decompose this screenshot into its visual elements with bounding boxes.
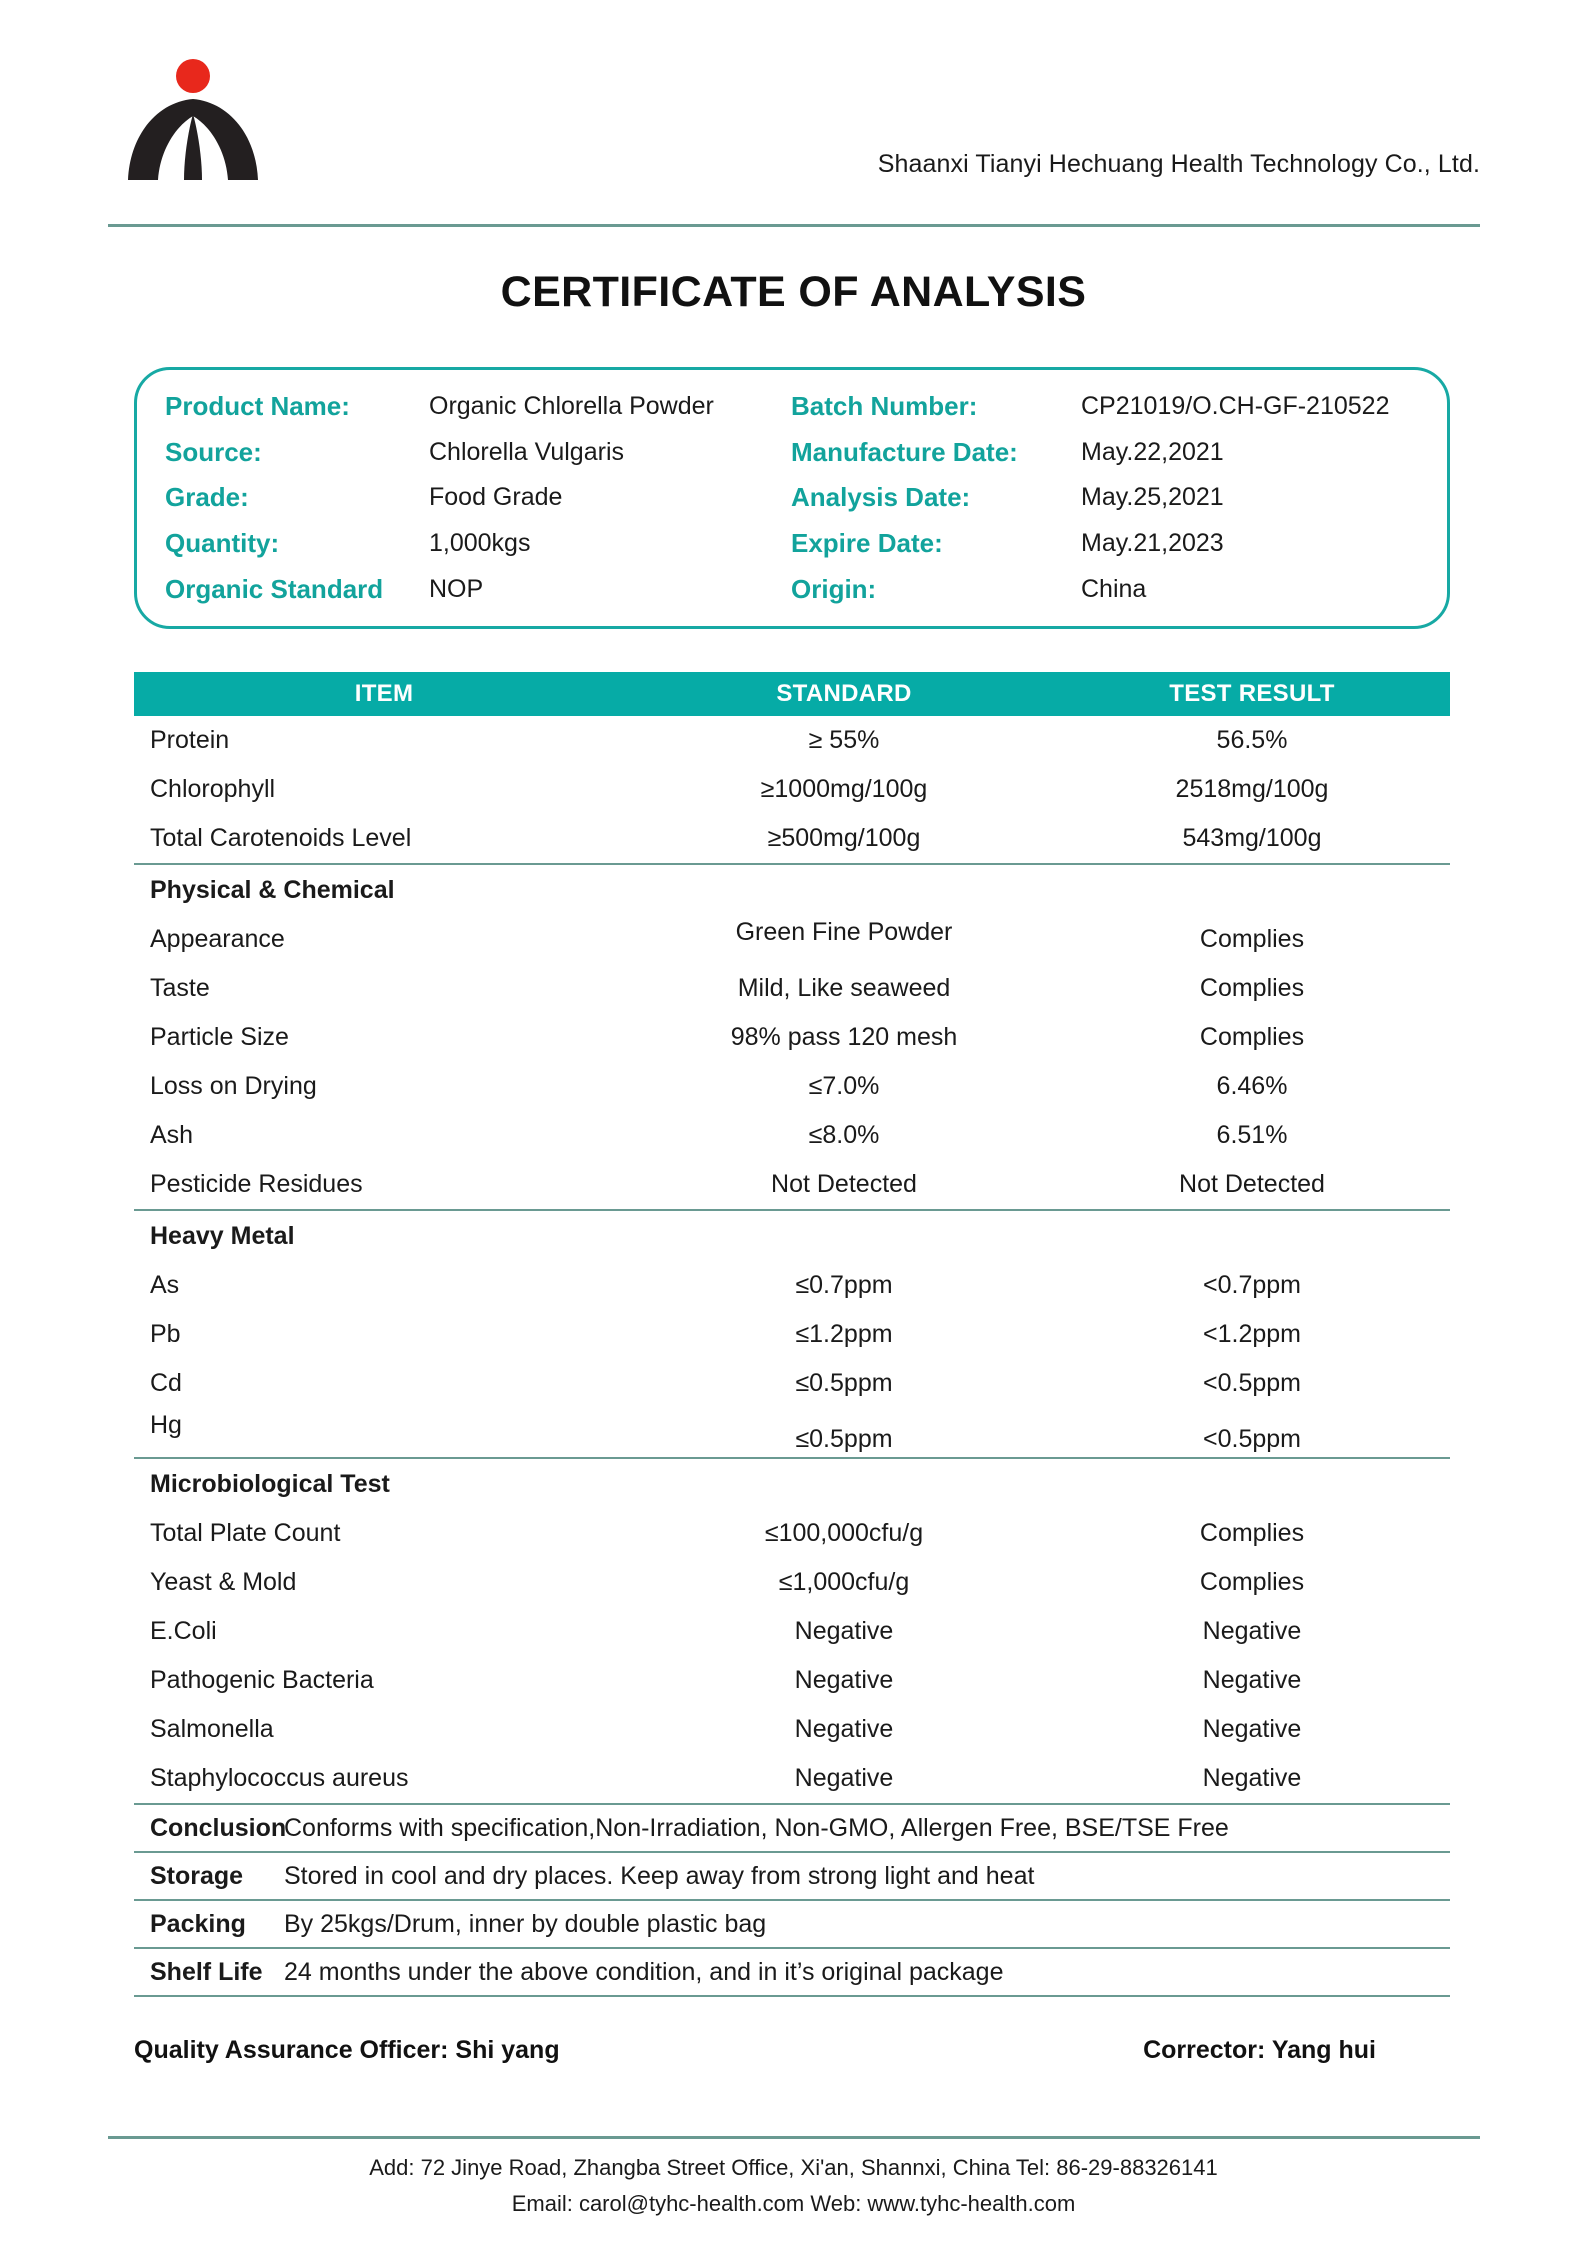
company-logo-icon bbox=[118, 54, 268, 186]
row-result: Complies bbox=[1199, 925, 1305, 953]
table-row bbox=[134, 1359, 1450, 1408]
row-item: Ash bbox=[150, 1121, 194, 1149]
row-item: Hg bbox=[150, 1411, 182, 1439]
summary-value: 24 months under the above condition, and in it’s original package bbox=[284, 1957, 1004, 1986]
summary-value: Conforms with specification,Non-Irradiation, Non-GMO, Allergen Free, BSE/TSE Free bbox=[284, 1813, 1229, 1842]
info-value-origin: China bbox=[1081, 574, 1147, 603]
summary-row-shelf-life bbox=[134, 1949, 1450, 1995]
row-standard: Mild, Like seaweed bbox=[737, 974, 951, 1002]
summary-value: Stored in cool and dry places. Keep away from strong light and heat bbox=[284, 1861, 1035, 1890]
row-item: Total Plate Count bbox=[150, 1519, 341, 1547]
row-result: Negative bbox=[1202, 1666, 1302, 1694]
row-result: Complies bbox=[1199, 1568, 1305, 1596]
table-row bbox=[134, 1656, 1450, 1705]
section-heading-row bbox=[134, 865, 1450, 915]
section-heading-row bbox=[134, 1211, 1450, 1261]
row-item: As bbox=[150, 1271, 180, 1299]
table-row bbox=[134, 1111, 1450, 1160]
page-title: CERTIFICATE OF ANALYSIS bbox=[500, 268, 1087, 316]
row-item: Yeast & Mold bbox=[150, 1568, 297, 1596]
row-result: 2518mg/100g bbox=[1175, 775, 1329, 803]
row-item: Staphylococcus aureus bbox=[150, 1764, 409, 1792]
row-standard: ≤0.5ppm bbox=[795, 1369, 893, 1397]
table-row bbox=[134, 1408, 1450, 1457]
row-result: Negative bbox=[1202, 1715, 1302, 1743]
row-divider bbox=[134, 1995, 1450, 1997]
summary-value: By 25kgs/Drum, inner by double plastic bag bbox=[284, 1909, 767, 1938]
product-info-box bbox=[134, 367, 1450, 629]
row-result: <1.2ppm bbox=[1203, 1320, 1301, 1348]
column-header-test-result: TEST RESULT bbox=[1169, 680, 1335, 707]
row-result: 543mg/100g bbox=[1182, 824, 1322, 852]
row-standard: Negative bbox=[794, 1764, 894, 1792]
product-info-grid bbox=[137, 370, 1447, 626]
row-item: Protein bbox=[150, 726, 230, 754]
row-result: <0.7ppm bbox=[1203, 1271, 1301, 1299]
row-standard: ≤7.0% bbox=[808, 1072, 880, 1100]
row-result: Complies bbox=[1199, 1023, 1305, 1051]
summary-label: Shelf Life bbox=[150, 1957, 263, 1986]
row-result: <0.5ppm bbox=[1203, 1369, 1301, 1397]
table-row bbox=[134, 1160, 1450, 1209]
footer-divider bbox=[108, 2136, 1480, 2139]
row-result: <0.5ppm bbox=[1203, 1425, 1301, 1453]
row-result: 6.46% bbox=[1216, 1072, 1288, 1100]
summary-label: Storage bbox=[150, 1861, 244, 1890]
table-row bbox=[134, 1261, 1450, 1310]
quality-assurance-officer: Quality Assurance Officer: Shi yang bbox=[134, 2036, 560, 2064]
row-item: Chlorophyll bbox=[150, 775, 276, 803]
row-item: Pb bbox=[150, 1320, 181, 1348]
table-row bbox=[134, 1013, 1450, 1062]
info-label-quantity: Quantity: bbox=[165, 528, 280, 559]
row-item: Particle Size bbox=[150, 1023, 289, 1051]
info-label-organic-standard: Organic Standard bbox=[165, 573, 384, 604]
summary-row-conclusion bbox=[134, 1805, 1450, 1851]
row-standard: Not Detected bbox=[771, 1170, 917, 1198]
info-label-manufacture-date: Manufacture Date: bbox=[791, 436, 1018, 467]
row-standard: Negative bbox=[794, 1617, 894, 1645]
row-standard: Negative bbox=[794, 1715, 894, 1743]
section-heading-physical-chemical: Physical & Chemical bbox=[150, 875, 395, 904]
row-result: Negative bbox=[1202, 1764, 1302, 1792]
row-standard: ≥ 55% bbox=[808, 726, 880, 754]
row-standard: 98% pass 120 mesh bbox=[730, 1023, 958, 1051]
table-row bbox=[134, 765, 1450, 814]
row-item: Taste bbox=[150, 974, 210, 1002]
table-row bbox=[134, 1509, 1450, 1558]
row-standard: ≥500mg/100g bbox=[767, 824, 921, 852]
row-standard: ≤1,000cfu/g bbox=[778, 1568, 910, 1596]
row-item: Salmonella bbox=[150, 1715, 274, 1743]
row-standard: ≥1000mg/100g bbox=[760, 775, 928, 803]
info-label-product-name: Product Name: bbox=[165, 391, 350, 422]
section-heading-heavy-metal: Heavy Metal bbox=[150, 1221, 295, 1250]
row-item: E.Coli bbox=[150, 1617, 217, 1645]
info-value-source: Chlorella Vulgaris bbox=[429, 437, 624, 466]
info-value-expire-date: May.21,2023 bbox=[1081, 529, 1224, 558]
table-row bbox=[134, 1062, 1450, 1111]
info-label-grade: Grade: bbox=[165, 482, 249, 513]
table-row bbox=[134, 915, 1450, 964]
table-row bbox=[134, 1754, 1450, 1803]
table-row bbox=[134, 716, 1450, 765]
row-item: Total Carotenoids Level bbox=[150, 824, 412, 852]
row-item: Pathogenic Bacteria bbox=[150, 1666, 374, 1694]
info-label-expire-date: Expire Date: bbox=[791, 528, 943, 559]
table-row bbox=[134, 964, 1450, 1013]
column-header-item: ITEM bbox=[354, 680, 414, 707]
table-row bbox=[134, 1558, 1450, 1607]
row-standard: ≤100,000cfu/g bbox=[764, 1519, 924, 1547]
info-value-analysis-date: May.25,2021 bbox=[1081, 483, 1224, 512]
table-row bbox=[134, 1705, 1450, 1754]
row-item: Loss on Drying bbox=[150, 1072, 317, 1100]
summary-label: Packing bbox=[150, 1909, 246, 1938]
row-result: 56.5% bbox=[1216, 726, 1288, 754]
info-value-product-name: Organic Chlorella Powder bbox=[429, 392, 714, 421]
table-row bbox=[134, 1607, 1450, 1656]
row-item: Pesticide Residues bbox=[150, 1170, 363, 1198]
row-standard: Negative bbox=[794, 1666, 894, 1694]
info-value-organic-standard: NOP bbox=[429, 574, 484, 603]
section-heading-microbiological-test: Microbiological Test bbox=[150, 1469, 390, 1498]
info-label-source: Source: bbox=[165, 436, 262, 467]
row-result: Complies bbox=[1199, 1519, 1305, 1547]
summary-row-storage bbox=[134, 1853, 1450, 1899]
column-header-standard: STANDARD bbox=[776, 680, 912, 707]
row-item: Appearance bbox=[150, 925, 285, 953]
table-row bbox=[134, 814, 1450, 863]
info-value-batch-number: CP21019/O.CH-GF-210522 bbox=[1081, 392, 1390, 421]
row-standard: ≤0.5ppm bbox=[795, 1425, 893, 1453]
analysis-table bbox=[134, 672, 1450, 1997]
row-result: 6.51% bbox=[1216, 1121, 1288, 1149]
row-standard: ≤1.2ppm bbox=[795, 1320, 893, 1348]
info-label-origin: Origin: bbox=[791, 573, 877, 604]
info-value-quantity: 1,000kgs bbox=[429, 529, 531, 558]
info-value-manufacture-date: May.22,2021 bbox=[1081, 437, 1224, 466]
footer-address-line: Add: 72 Jinye Road, Zhangba Street Office, Xi'an, Shannxi, China Tel: 86-29-88326141 bbox=[369, 2155, 1218, 2180]
summary-row-packing bbox=[134, 1901, 1450, 1947]
company-name: Shaanxi Tianyi Hechuang Health Technology Co., Ltd. bbox=[877, 150, 1480, 178]
signature-block bbox=[134, 2036, 1450, 2065]
row-result: Not Detected bbox=[1179, 1170, 1325, 1198]
corrector: Corrector: Yang hui bbox=[1143, 2036, 1376, 2064]
row-standard: ≤8.0% bbox=[808, 1121, 880, 1149]
summary-label: Conclusion bbox=[150, 1813, 287, 1842]
document-footer bbox=[0, 2150, 1587, 2222]
info-label-batch-number: Batch Number: bbox=[791, 391, 978, 422]
row-standard: Green Fine Powder bbox=[735, 918, 953, 946]
document-header bbox=[108, 46, 1480, 212]
footer-contact-line: Email: carol@tyhc-health.com Web: www.tyhc-health.com bbox=[511, 2191, 1076, 2216]
row-result: Negative bbox=[1202, 1617, 1302, 1645]
section-heading-row bbox=[134, 1459, 1450, 1509]
table-header-row bbox=[134, 672, 1450, 716]
info-value-grade: Food Grade bbox=[429, 483, 563, 512]
header-divider bbox=[108, 224, 1480, 227]
row-item: Cd bbox=[150, 1369, 182, 1397]
info-label-analysis-date: Analysis Date: bbox=[791, 482, 971, 513]
row-standard: ≤0.7ppm bbox=[795, 1271, 893, 1299]
row-result: Complies bbox=[1199, 974, 1305, 1002]
table-row bbox=[134, 1310, 1450, 1359]
